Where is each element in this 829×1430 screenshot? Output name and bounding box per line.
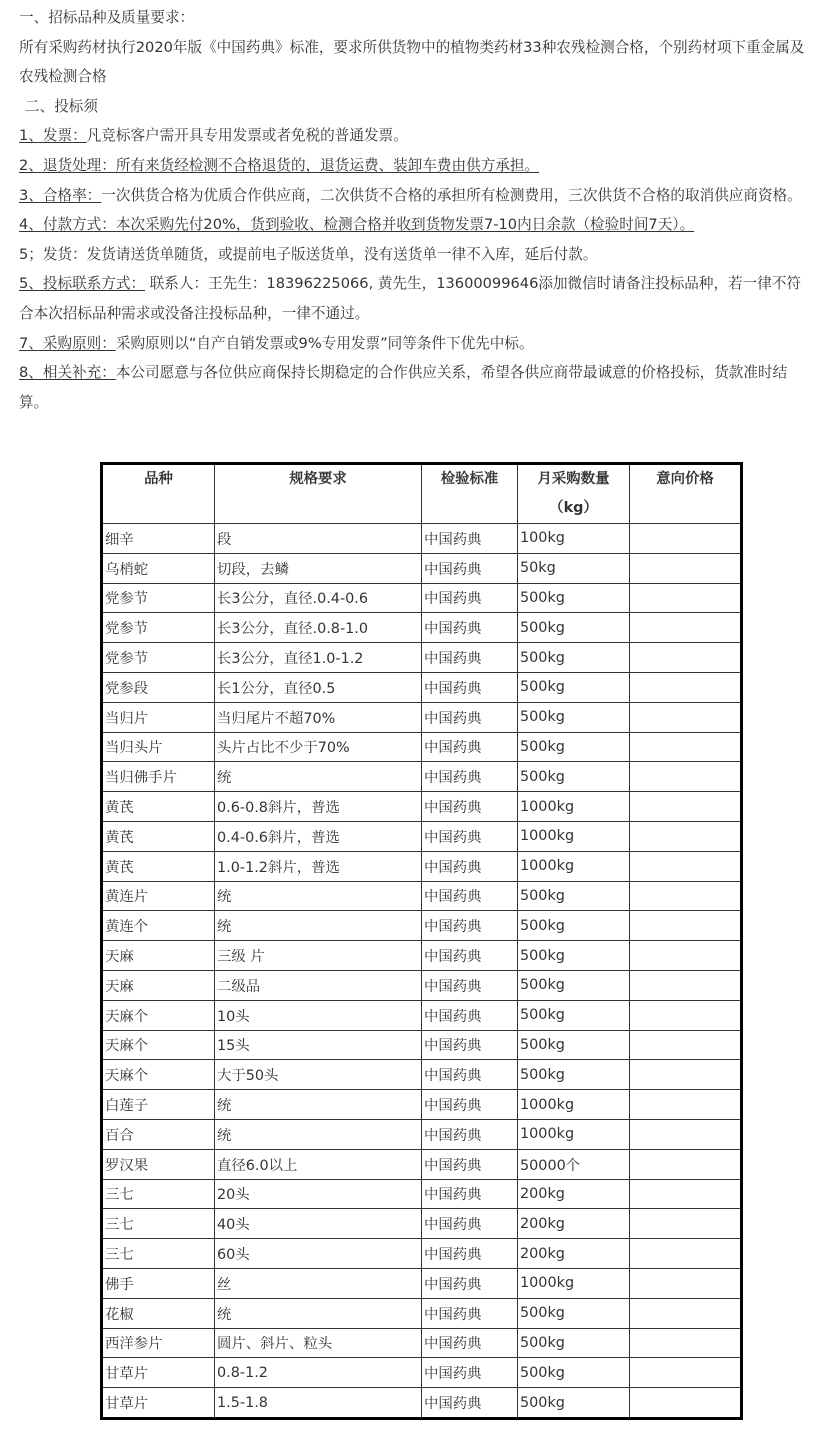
cell-variety: 当归佛手片 xyxy=(102,762,215,792)
item-delivery xyxy=(19,240,815,270)
cell-monthly-qty: 200kg xyxy=(518,1179,630,1209)
cell-price[interactable] xyxy=(630,1209,742,1239)
cell-standard: 中国药典 xyxy=(422,1328,518,1358)
item-label: 3、合格率： xyxy=(19,186,102,204)
table-row xyxy=(102,911,742,941)
table-row xyxy=(102,970,742,1000)
header-price: 意向价格 xyxy=(630,464,742,524)
header-standard: 检验标准 xyxy=(422,464,518,524)
table-row xyxy=(102,1209,742,1239)
table-row xyxy=(102,643,742,673)
cell-price[interactable] xyxy=(630,762,742,792)
cell-variety: 天麻个 xyxy=(102,1030,215,1060)
cell-price[interactable] xyxy=(630,583,742,613)
cell-price[interactable] xyxy=(630,1060,742,1090)
cell-standard: 中国药典 xyxy=(422,702,518,732)
cell-monthly-qty: 500kg xyxy=(518,1030,630,1060)
item-label: 8、相关补充： xyxy=(19,364,116,382)
table-row xyxy=(102,762,742,792)
cell-variety: 黄芪 xyxy=(102,851,215,881)
cell-standard: 中国药典 xyxy=(422,821,518,851)
cell-standard: 中国药典 xyxy=(422,1179,518,1209)
cell-variety: 甘草片 xyxy=(102,1358,215,1388)
cell-spec: 统 xyxy=(215,1119,422,1149)
item-label: 5；发货： xyxy=(19,245,87,263)
item-text: 联系人：王先生：18396225066, 黄先生，13600099646添加微信时请备注投标品种，若一律不符合本次招标品种需求或没备注投标品种，一律不通过。 xyxy=(19,275,802,322)
table-body xyxy=(102,524,742,1419)
cell-monthly-qty: 500kg xyxy=(518,643,630,673)
cell-price[interactable] xyxy=(630,672,742,702)
cell-spec: 统 xyxy=(215,911,422,941)
cell-spec: 圆片、斜片、粒头 xyxy=(215,1328,422,1358)
cell-monthly-qty: 100kg xyxy=(518,524,630,554)
cell-price[interactable] xyxy=(630,1358,742,1388)
cell-price[interactable] xyxy=(630,1030,742,1060)
header-variety: 品种 xyxy=(102,464,215,524)
cell-standard: 中国药典 xyxy=(422,851,518,881)
item-pass-rate xyxy=(19,181,815,211)
cell-variety: 黄连片 xyxy=(102,881,215,911)
table-row xyxy=(102,1090,742,1120)
cell-price[interactable] xyxy=(630,941,742,971)
cell-variety: 三七 xyxy=(102,1209,215,1239)
cell-standard: 中国药典 xyxy=(422,911,518,941)
cell-variety: 天麻 xyxy=(102,970,215,1000)
section2-title: 二、投标须 xyxy=(25,97,98,115)
cell-variety: 天麻个 xyxy=(102,1060,215,1090)
cell-variety: 白莲子 xyxy=(102,1090,215,1120)
cell-spec: 直径6.0以上 xyxy=(215,1149,422,1179)
cell-monthly-qty: 500kg xyxy=(518,1000,630,1030)
cell-spec: 统 xyxy=(215,1298,422,1328)
item-label: 4、付款方式： xyxy=(19,216,116,234)
cell-price[interactable] xyxy=(630,732,742,762)
cell-standard: 中国药典 xyxy=(422,643,518,673)
table-row xyxy=(102,1030,742,1060)
cell-spec: 段 xyxy=(215,524,422,554)
cell-spec: 0.6-0.8斜片，普选 xyxy=(215,792,422,822)
cell-variety: 天麻个 xyxy=(102,1000,215,1030)
cell-price[interactable] xyxy=(630,1149,742,1179)
section1-title: 一、招标品种及质量要求： xyxy=(19,9,195,26)
cell-monthly-qty: 50000个 xyxy=(518,1149,630,1179)
cell-variety: 党参节 xyxy=(102,613,215,643)
cell-standard: 中国药典 xyxy=(422,553,518,583)
cell-spec: 丝 xyxy=(215,1268,422,1298)
cell-variety: 黄连个 xyxy=(102,911,215,941)
cell-spec: 三级 片 xyxy=(215,941,422,971)
cell-spec: 15头 xyxy=(215,1030,422,1060)
table-row xyxy=(102,613,742,643)
cell-price[interactable] xyxy=(630,821,742,851)
procurement-table-wrapper xyxy=(100,462,740,1420)
cell-variety: 百合 xyxy=(102,1119,215,1149)
cell-standard: 中国药典 xyxy=(422,1090,518,1120)
cell-standard: 中国药典 xyxy=(422,1149,518,1179)
table-row xyxy=(102,941,742,971)
cell-standard: 中国药典 xyxy=(422,583,518,613)
table-row xyxy=(102,851,742,881)
cell-monthly-qty: 500kg xyxy=(518,911,630,941)
cell-monthly-qty: 500kg xyxy=(518,941,630,971)
cell-standard: 中国药典 xyxy=(422,762,518,792)
cell-spec: 二级品 xyxy=(215,970,422,1000)
cell-monthly-qty: 500kg xyxy=(518,762,630,792)
cell-spec: 统 xyxy=(215,881,422,911)
cell-price[interactable] xyxy=(630,643,742,673)
cell-standard: 中国药典 xyxy=(422,1060,518,1090)
cell-standard: 中国药典 xyxy=(422,1209,518,1239)
table-row xyxy=(102,821,742,851)
cell-monthly-qty: 1000kg xyxy=(518,1090,630,1120)
cell-monthly-qty: 500kg xyxy=(518,1358,630,1388)
table-row xyxy=(102,1328,742,1358)
cell-monthly-qty: 500kg xyxy=(518,583,630,613)
cell-monthly-qty: 500kg xyxy=(518,732,630,762)
item-text: 采购原则以“自产自销发票或9%专用发票”同等条件下优先中标。 xyxy=(115,334,534,352)
cell-standard: 中国药典 xyxy=(422,792,518,822)
cell-variety: 三七 xyxy=(102,1179,215,1209)
item-text: 凡竞标客户需开具专用发票或者免税的普通发票。 xyxy=(86,127,408,145)
cell-standard: 中国药典 xyxy=(422,1239,518,1269)
cell-spec: 0.8-1.2 xyxy=(215,1358,422,1388)
cell-spec: 头片占比不少于70% xyxy=(215,732,422,762)
item-text: 本公司愿意与各位供应商保持长期稳定的合作供应关系，希望各供应商带最诚意的价格投标，货款准时结算。 xyxy=(19,364,788,411)
cell-monthly-qty: 500kg xyxy=(518,1388,630,1419)
cell-monthly-qty: 200kg xyxy=(518,1209,630,1239)
cell-price[interactable] xyxy=(630,1000,742,1030)
header-monthly-qty: 月采购数量（kg） xyxy=(518,464,630,524)
cell-price[interactable] xyxy=(630,1119,742,1149)
table-row xyxy=(102,553,742,583)
cell-price[interactable] xyxy=(630,792,742,822)
cell-spec: 统 xyxy=(215,1090,422,1120)
cell-price[interactable] xyxy=(630,1179,742,1209)
cell-monthly-qty: 1000kg xyxy=(518,792,630,822)
cell-variety: 花椒 xyxy=(102,1298,215,1328)
table-row xyxy=(102,1298,742,1328)
cell-standard: 中国药典 xyxy=(422,672,518,702)
item-principle xyxy=(19,329,815,359)
cell-standard: 中国药典 xyxy=(422,732,518,762)
item-label: 2、退货处理： xyxy=(19,156,116,174)
cell-price[interactable] xyxy=(630,524,742,554)
table-row xyxy=(102,702,742,732)
item-label: 5、投标联系方式： xyxy=(19,275,146,293)
cell-standard: 中国药典 xyxy=(422,1298,518,1328)
cell-standard: 中国药典 xyxy=(422,613,518,643)
cell-price[interactable] xyxy=(630,911,742,941)
cell-price[interactable] xyxy=(630,1239,742,1269)
cell-monthly-qty: 1000kg xyxy=(518,851,630,881)
cell-monthly-qty: 500kg xyxy=(518,881,630,911)
cell-spec: 0.4-0.6斜片，普选 xyxy=(215,821,422,851)
cell-price[interactable] xyxy=(630,1090,742,1120)
table-row xyxy=(102,1388,742,1419)
item-label: 1、发票： xyxy=(19,127,87,145)
cell-spec: 当归尾片不超70% xyxy=(215,702,422,732)
cell-standard: 中国药典 xyxy=(422,1358,518,1388)
cell-variety: 西洋参片 xyxy=(102,1328,215,1358)
cell-spec: 60头 xyxy=(215,1239,422,1269)
table-row xyxy=(102,583,742,613)
table-row xyxy=(102,1268,742,1298)
cell-price[interactable] xyxy=(630,1298,742,1328)
cell-standard: 中国药典 xyxy=(422,1268,518,1298)
cell-standard: 中国药典 xyxy=(422,881,518,911)
item-returns xyxy=(19,151,815,181)
cell-spec: 统 xyxy=(215,762,422,792)
cell-standard: 中国药典 xyxy=(422,1388,518,1419)
cell-variety: 佛手 xyxy=(102,1268,215,1298)
cell-spec: 10头 xyxy=(215,1000,422,1030)
cell-standard: 中国药典 xyxy=(422,970,518,1000)
cell-price[interactable] xyxy=(630,1268,742,1298)
table-row xyxy=(102,1239,742,1269)
cell-spec: 长3公分，直径.0.8-1.0 xyxy=(215,613,422,643)
cell-standard: 中国药典 xyxy=(422,941,518,971)
cell-variety: 党参段 xyxy=(102,672,215,702)
cell-spec: 长3公分，直径1.0-1.2 xyxy=(215,643,422,673)
table-header-row xyxy=(102,464,742,524)
item-payment xyxy=(19,210,815,240)
table-row xyxy=(102,732,742,762)
table-row xyxy=(102,1119,742,1149)
cell-monthly-qty: 1000kg xyxy=(518,821,630,851)
item-label: 7、采购原则： xyxy=(19,334,116,352)
cell-price[interactable] xyxy=(630,553,742,583)
cell-spec: 20头 xyxy=(215,1179,422,1209)
cell-standard: 中国药典 xyxy=(422,1000,518,1030)
cell-monthly-qty: 500kg xyxy=(518,1328,630,1358)
cell-monthly-qty: 500kg xyxy=(518,613,630,643)
cell-spec: 长1公分，直径0.5 xyxy=(215,672,422,702)
cell-monthly-qty: 1000kg xyxy=(518,1119,630,1149)
cell-spec: 40头 xyxy=(215,1209,422,1239)
cell-variety: 党参节 xyxy=(102,583,215,613)
cell-variety: 三七 xyxy=(102,1239,215,1269)
cell-price[interactable] xyxy=(630,881,742,911)
table-row xyxy=(102,1149,742,1179)
item-supplement xyxy=(19,358,815,417)
table-row xyxy=(102,1358,742,1388)
table-row xyxy=(102,881,742,911)
cell-variety: 甘草片 xyxy=(102,1388,215,1419)
cell-variety: 细辛 xyxy=(102,524,215,554)
header-spec: 规格要求 xyxy=(215,464,422,524)
cell-standard: 中国药典 xyxy=(422,1119,518,1149)
table-row xyxy=(102,1000,742,1030)
cell-spec: 大于50头 xyxy=(215,1060,422,1090)
cell-monthly-qty: 500kg xyxy=(518,1060,630,1090)
procurement-table xyxy=(100,462,743,1420)
cell-standard: 中国药典 xyxy=(422,1030,518,1060)
cell-monthly-qty: 500kg xyxy=(518,1298,630,1328)
cell-standard: 中国药典 xyxy=(422,524,518,554)
cell-monthly-qty: 500kg xyxy=(518,970,630,1000)
table-row xyxy=(102,524,742,554)
cell-variety: 天麻 xyxy=(102,941,215,971)
item-contact xyxy=(19,269,815,328)
section1-body: 所有采购药材执行2020年版《中国药典》标准，要求所供货物中的植物类药材33种农残检测合格，个别药材项下重金属及农残检测合格 xyxy=(19,38,805,86)
cell-price[interactable] xyxy=(630,613,742,643)
table-row xyxy=(102,792,742,822)
document-body xyxy=(0,0,829,417)
item-text: 本次采购先付20%，货到验收、检测合格并收到货物发票7-10内日余款（检验时间7天）。 xyxy=(115,216,695,234)
cell-variety: 黄芪 xyxy=(102,821,215,851)
item-text: 所有来货经检测不合格退货的，退货运费、装卸车费由供方承担。 xyxy=(115,156,540,174)
cell-variety: 当归片 xyxy=(102,702,215,732)
cell-price[interactable] xyxy=(630,970,742,1000)
cell-variety: 罗汉果 xyxy=(102,1149,215,1179)
table-row xyxy=(102,672,742,702)
cell-variety: 乌梢蛇 xyxy=(102,553,215,583)
cell-monthly-qty: 200kg xyxy=(518,1239,630,1269)
cell-monthly-qty: 500kg xyxy=(518,672,630,702)
cell-price[interactable] xyxy=(630,702,742,732)
cell-monthly-qty: 1000kg xyxy=(518,1268,630,1298)
item-text: 发货请送货单随货，或提前电子版送货单，没有送货单一律不入库，延后付款。 xyxy=(86,245,598,263)
cell-variety: 当归头片 xyxy=(102,732,215,762)
cell-spec: 1.5-1.8 xyxy=(215,1388,422,1419)
cell-price[interactable] xyxy=(630,1388,742,1419)
cell-spec: 1.0-1.2斜片，普选 xyxy=(215,851,422,881)
table-row xyxy=(102,1060,742,1090)
table-row xyxy=(102,1179,742,1209)
cell-spec: 切段，去鳞 xyxy=(215,553,422,583)
cell-monthly-qty: 500kg xyxy=(518,702,630,732)
cell-variety: 黄芪 xyxy=(102,792,215,822)
cell-price[interactable] xyxy=(630,1328,742,1358)
cell-variety: 党参节 xyxy=(102,643,215,673)
cell-monthly-qty: 50kg xyxy=(518,553,630,583)
item-invoice xyxy=(19,121,815,151)
item-text: 一次供货合格为优质合作供应商，二次供货不合格的承担所有检测费用，三次供货不合格的取消供应商资格。 xyxy=(101,186,802,204)
cell-price[interactable] xyxy=(630,851,742,881)
cell-spec: 长3公分，直径.0.4-0.6 xyxy=(215,583,422,613)
